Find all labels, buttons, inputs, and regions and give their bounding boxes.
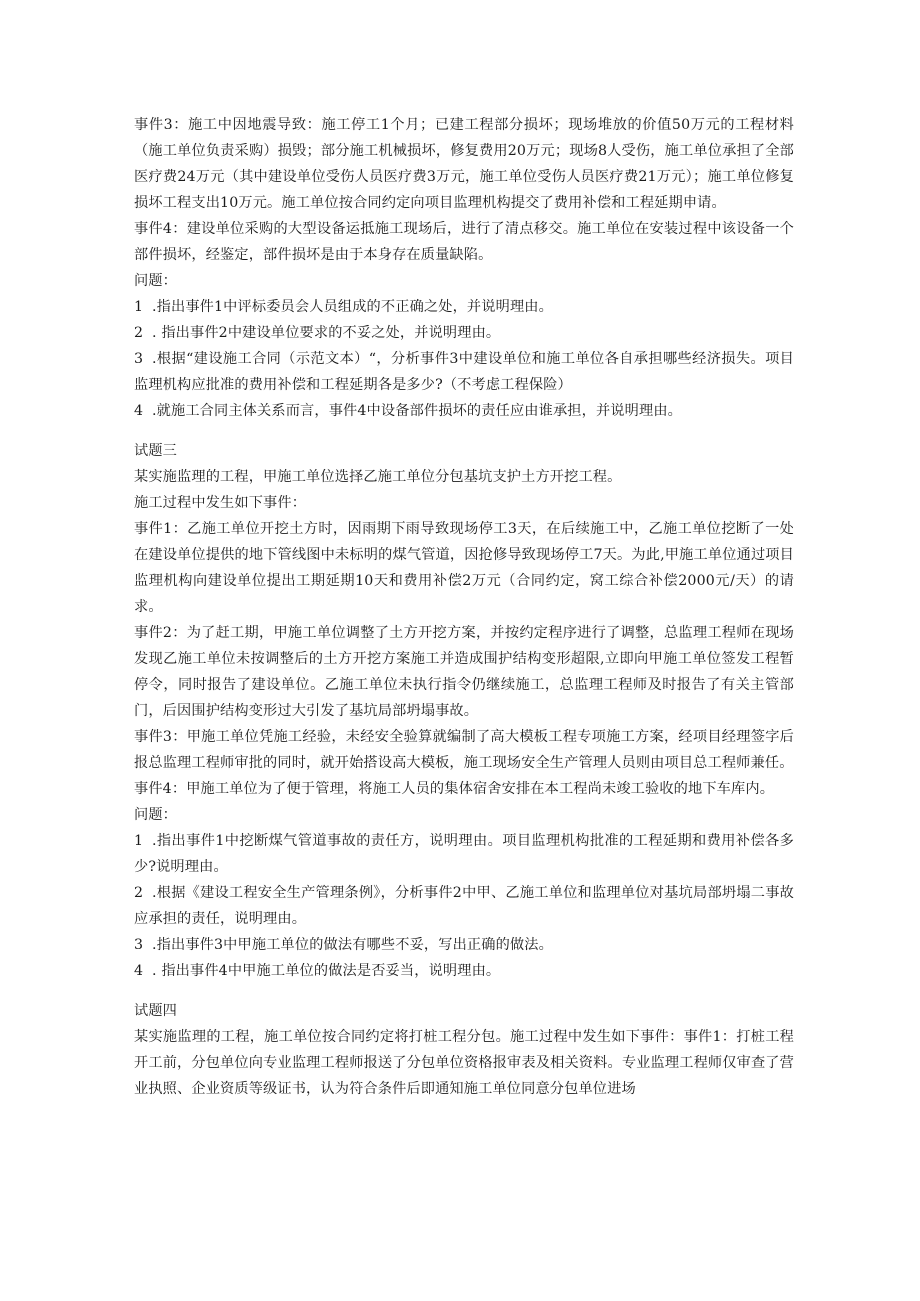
s3-event1-paragraph: 事件1：乙施工单位开挖土方时，因雨期下雨导致现场停工3天，在后续施工中，乙施工单位挖断了一处在建设单位提供的地下管线图中未标明的煤气管道，因抢修导致现场停工7天。为此,甲施工单位通过项目监理机构向建设单位提出工期延期10天和费用补偿2万元（合同约定，窝工综合补偿2000元/天）的请求。 (134, 521, 794, 615)
question-text: .指出事件1中挖断煤气管道事故的责任方，说明理由。项目监理机构批准的工程延期和费用补偿各多少?说明理由。 (134, 833, 794, 875)
s4-intro-paragraph: 某实施监理的工程，施工单位按合同约定将打桩工程分包。施工过程中发生如下事件：事件1：打桩工程开工前，分包单位向专业监理工程师报送了分包单位资格报审表及相关资料。专业监理工程师仅审查了营业执照、企业资质等级证书，认为符合条件后即通知施工单位同意分包单位进场 (134, 1029, 794, 1097)
question-number: 1 (134, 299, 144, 315)
s3-event3-paragraph: 事件3：甲施工单位凭施工经验，未经安全验算就编制了高大模板工程专项施工方案，经项目经理签字后报总监理工程师审批的同时，就开始搭设高大模板，施工现场安全生产管理人员则由项目总工程师兼任。 (134, 729, 794, 771)
document-body (134, 112, 794, 1102)
s3-intro-1: 某实施监理的工程，甲施工单位选择乙施工单位分包基坑支护土方开挖工程。 (134, 469, 622, 485)
question-number: 4 (134, 403, 144, 419)
s4-title: 试题四 (134, 1003, 178, 1019)
s2-question-4 (134, 398, 794, 424)
s3-question-1 (134, 828, 794, 880)
s3-question-4 (134, 958, 794, 984)
question-text: . 指出事件2中建设单位要求的不妥之处，并说明理由。 (152, 325, 501, 341)
s3-question-3 (134, 932, 794, 958)
question-number: 3 (134, 937, 144, 953)
s3-intro-2: 施工过程中发生如下事件： (134, 495, 307, 511)
question-number: 2 (134, 325, 144, 341)
question-number: 2 (134, 885, 144, 901)
question-text: .就施工合同主体关系而言，事件4中设备部件损坏的责任应由谁承担，并说明理由。 (152, 403, 682, 419)
s2-questions-label: 问题： (134, 273, 178, 289)
question-text: .根据“建设施工合同（示范文本）“，分析事件3中建设单位和施工单位各自承担哪些经济损失。项目监理机构应批准的费用补偿和工程延期各是多少?（不考虑工程保险） (134, 351, 794, 393)
question-text: .指出事件3中甲施工单位的做法有哪些不妥，写出正确的做法。 (152, 937, 553, 953)
question-number: 4 (134, 963, 144, 979)
s2-question-1 (134, 294, 794, 320)
s3-event2-paragraph: 事件2：为了赶工期，甲施工单位调整了土方开挖方案，并按约定程序进行了调整，总监理工程师在现场发现乙施工单位未按调整后的土方开挖方案施工并造成围护结构变形超限,立即向甲施工单位签发工程暂停令，同时报告了建设单位。乙施工单位未执行指令仍继续施工，总监理工程师及时报告了有关主管部门，后因围护结构变形过大引发了基坑局部坍塌事故。 (134, 625, 794, 719)
question-number: 3 (134, 351, 144, 367)
question-text: .指出事件1中评标委员会人员组成的不正确之处，并说明理由。 (152, 299, 553, 315)
s3-event4-paragraph: 事件4：甲施工单位为了便于管理，将施工人员的集体宿舍安排在本工程尚未竣工验收的地下车库内。 (134, 781, 775, 797)
s3-title: 试题三 (134, 443, 178, 459)
question-text: . 指出事件4中甲施工单位的做法是否妥当，说明理由。 (152, 963, 501, 979)
s2-question-3 (134, 346, 794, 398)
s3-questions-label: 问题： (134, 807, 178, 823)
s2-event3-paragraph: 事件3：施工中因地震导致：施工停工1个月；已建工程部分损坏；现场堆放的价值50万元的工程材料（施工单位负责采购）损毁；部分施工机械损坏，修复费用20万元；现场8人受伤，施工单位承担了全部医疗费24万元（其中建设单位受伤人员医疗费3万元，施工单位受伤人员医疗费21万元）；施工单位修复损坏工程支出10万元。施工单位按合同约定向项目监理机构提交了费用补偿和工程延期申请。 (134, 117, 794, 211)
question-text: .根据《建设工程安全生产管理条例》，分析事件2中甲、乙施工单位和监理单位对基坑局部坍塌二事故应承担的责任，说明理由。 (134, 885, 794, 927)
s3-question-2 (134, 880, 794, 932)
s2-event4-paragraph: 事件4：建设单位采购的大型设备运抵施工现场后，进行了清点移交。施工单位在安装过程中该设备一个部件损坏，经鉴定，部件损坏是由于本身存在质量缺陷。 (134, 221, 794, 263)
question-number: 1 (134, 833, 144, 849)
s2-question-2 (134, 320, 794, 346)
